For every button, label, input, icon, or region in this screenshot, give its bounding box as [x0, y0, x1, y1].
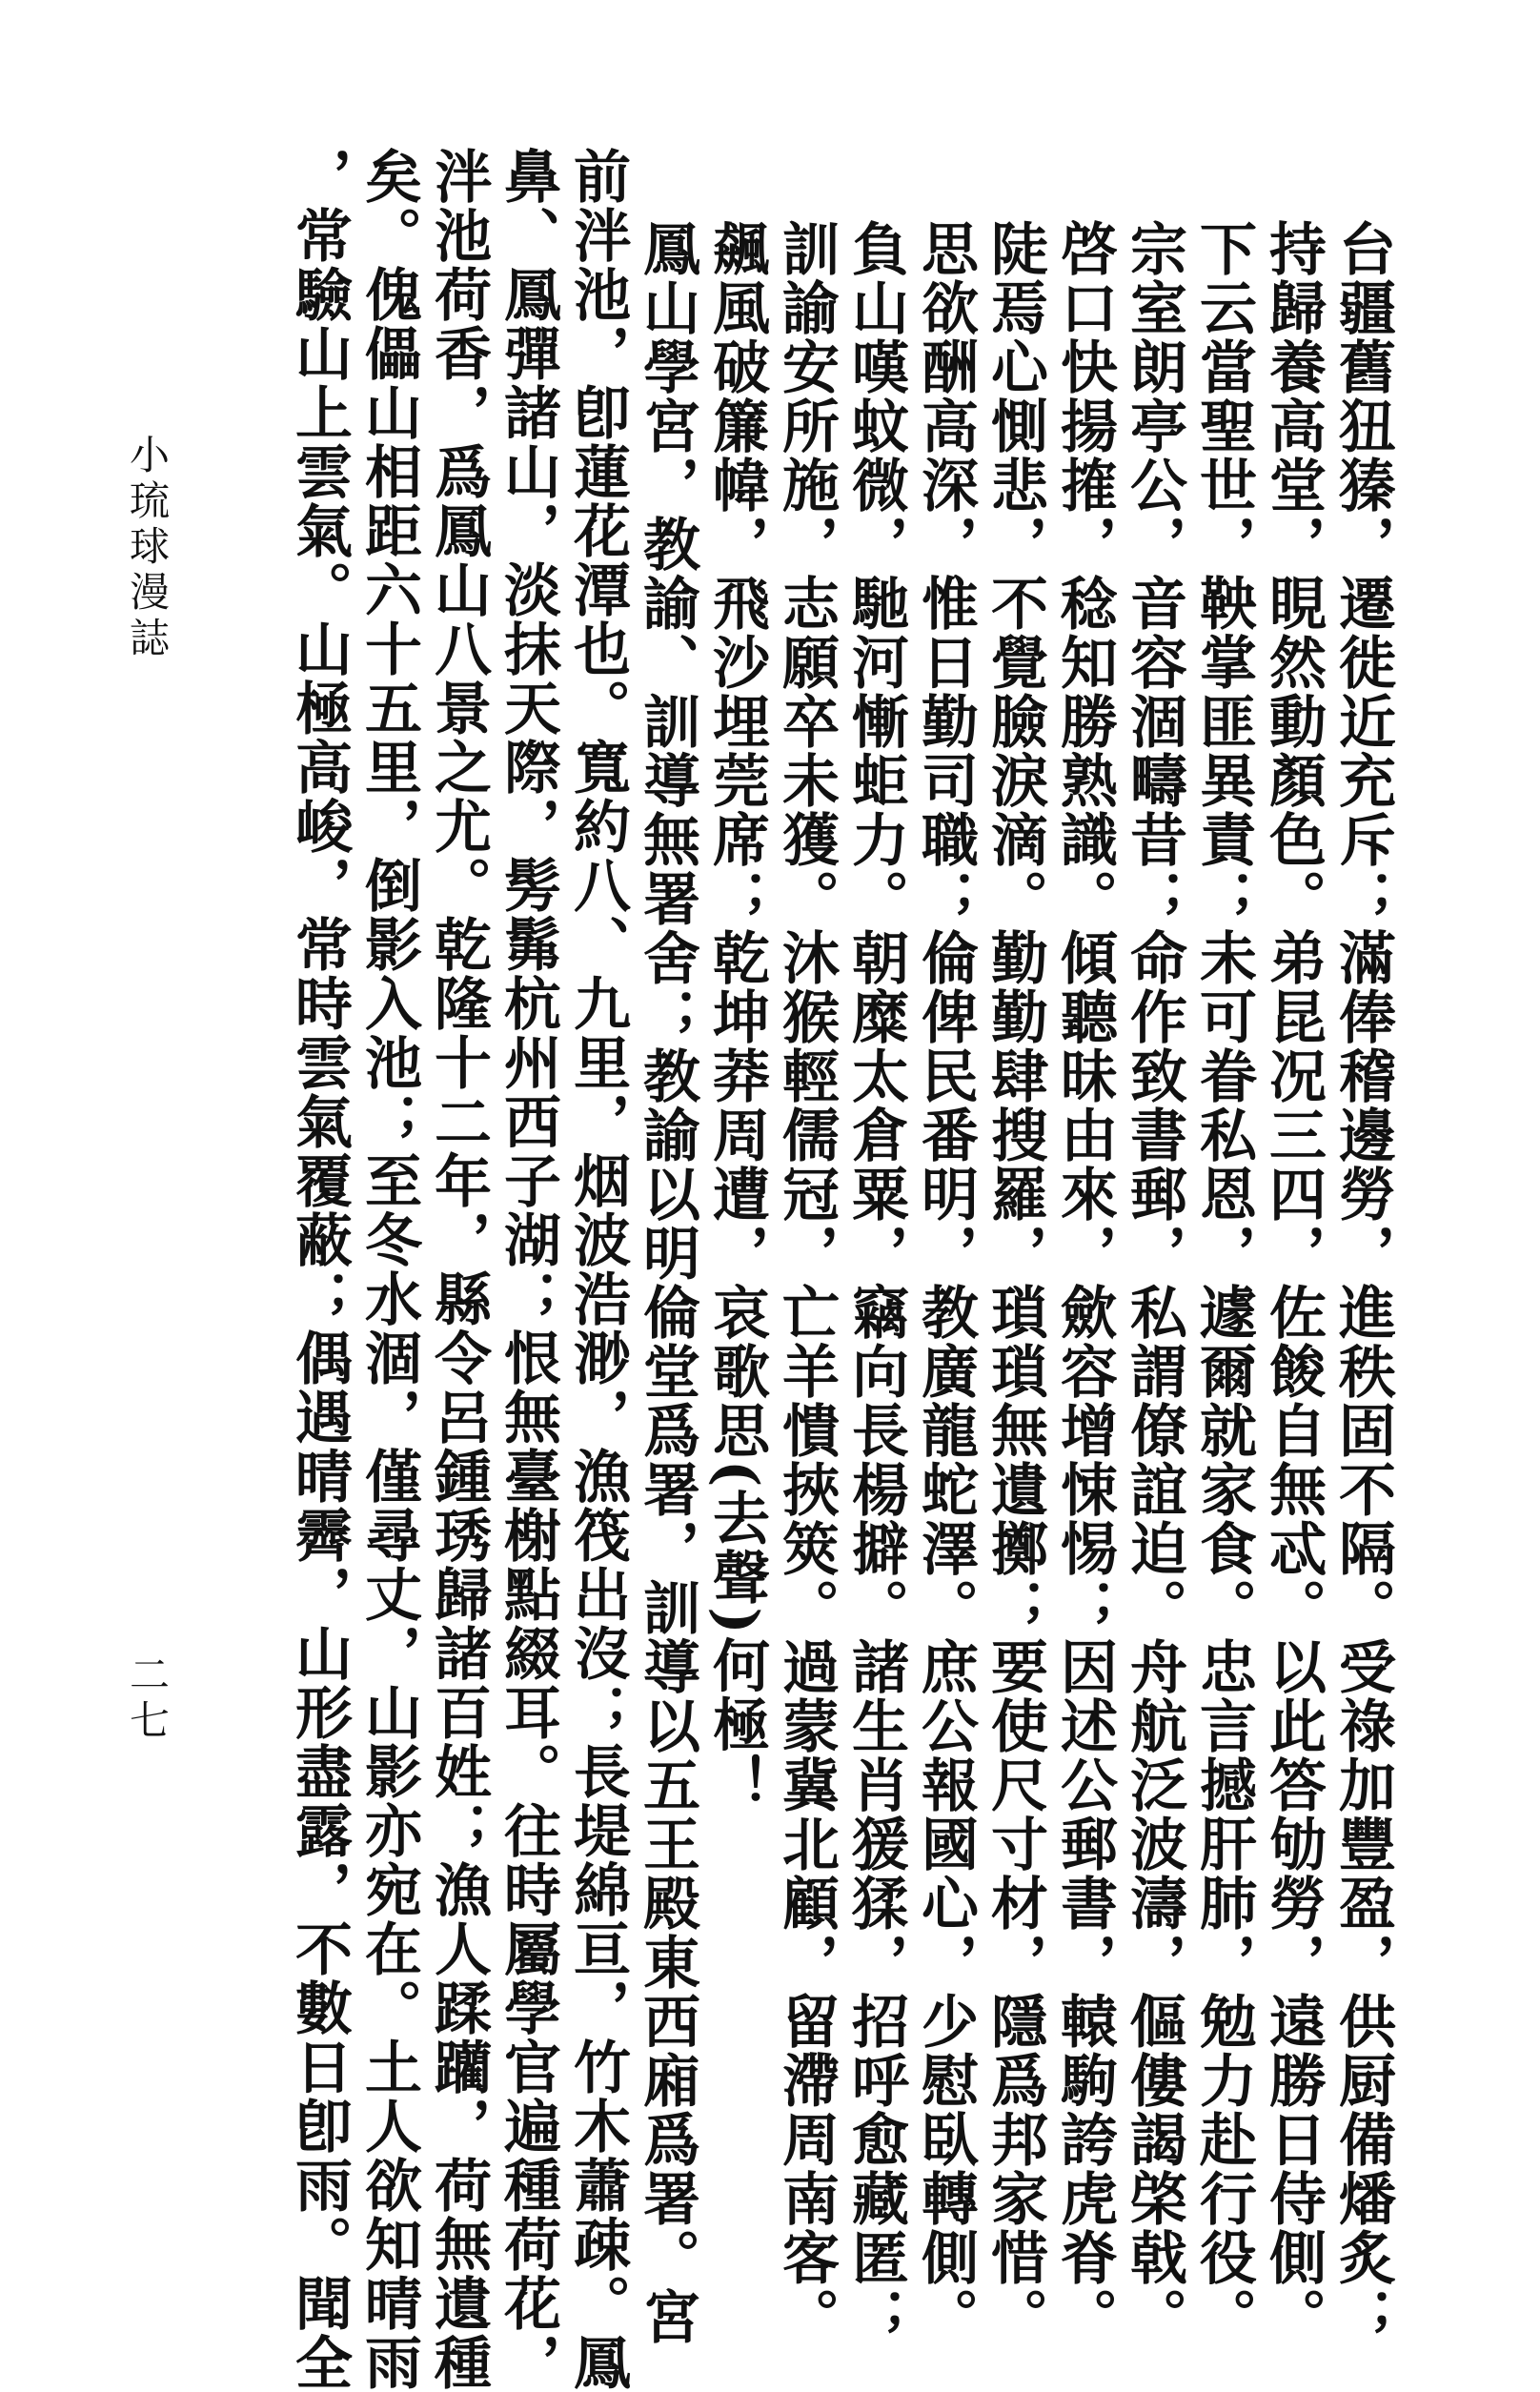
- vertical-text-block: [215, 147, 1397, 2392]
- running-head-title: 小琉球漫誌: [124, 434, 171, 662]
- text-column: 訓諭安所施，志願卒未獲。沐猴輕儒冠，亡羊憒挾筴。過蒙冀北顧，留滯周南客。: [773, 219, 840, 2346]
- text-column: 鳳山學宮，教諭、訓導無署舍；教諭以明倫堂爲署，訓導以五王殿東西廂爲署。宮: [634, 219, 700, 2346]
- text-column: 思欲酬高深，惟日勤司職；倫俾民番明，教廣龍蛇澤。庶公報國心，少慰臥轉側。: [912, 219, 979, 2346]
- text-column: 宗室朗亭公，音容涸疇昔；命作致書郵，私謂僚誼迫。舟航泛波濤，傴僂謁棨戟。: [1121, 219, 1187, 2346]
- text-column: 陡焉心惻悲，不覺臉淚滴。勤勤肆搜羅，瑣瑣無遺擲；要使尺寸材，隱爲邦家惜。: [982, 219, 1048, 2346]
- text-column: 前泮池，卽蓮花潭也。寬約八、九里，烟波浩渺，漁筏出沒；長堤綿亘，竹木蕭疎。鳳: [564, 147, 631, 2392]
- text-column: 台疆舊狃獉，遷徙近充斥；滿俸稽邊勞，進秩固不隔。受祿加豐盈，供厨備燔炙；: [1329, 219, 1396, 2346]
- text-column: ，常驗山上雲氣。山極高峻，常時雲氣覆蔽；偶遇晴霽，山形盡露，不數日卽雨。聞全: [286, 147, 353, 2392]
- text-column: 泮池荷香，爲鳳山八景之尤。乾隆十二年，縣令呂鍾琇歸諸百姓；漁人蹂躪，荷無遺種: [425, 147, 492, 2392]
- page-number: 二七: [124, 1653, 171, 1745]
- text-column: 矣。傀儡山相距六十五里，倒影入池；至冬水涸，僅尋丈，山影亦宛在。土人欲知晴雨: [355, 147, 422, 2392]
- text-column: 持歸養高堂，睍然動顏色。弟昆况三四，佐餕自無忒。以此答劬勞，遠勝日侍側。: [1260, 219, 1327, 2346]
- text-column: 鼻、鳳彈諸山，淡抹天際，髣髴杭州西子湖；恨無臺榭點綴耳。往時屬學官遍種荷花，: [495, 147, 561, 2392]
- text-column: 負山嘆蚊微，馳河慚蚷力。朝糜太倉粟，竊向長楊擗。諸生肖猨猱，招呼愈藏匿；: [842, 219, 909, 2346]
- text-column: 下云當聖世，鞅掌匪異責；未可眷私恩，遽爾就家食。忠言撼肝肺，勉力赴行役。: [1190, 219, 1257, 2346]
- text-column: 飆風破簾幃，飛沙埋莞席；乾坤莽周遭，哀歌思(去聲)何極！: [703, 219, 770, 1814]
- text-column: 啓口快揚搉，稔知勝熟識。傾聽昧由來，歛容增悚惕；因述公郵書，轅駒誇虎脊。: [1051, 219, 1118, 2346]
